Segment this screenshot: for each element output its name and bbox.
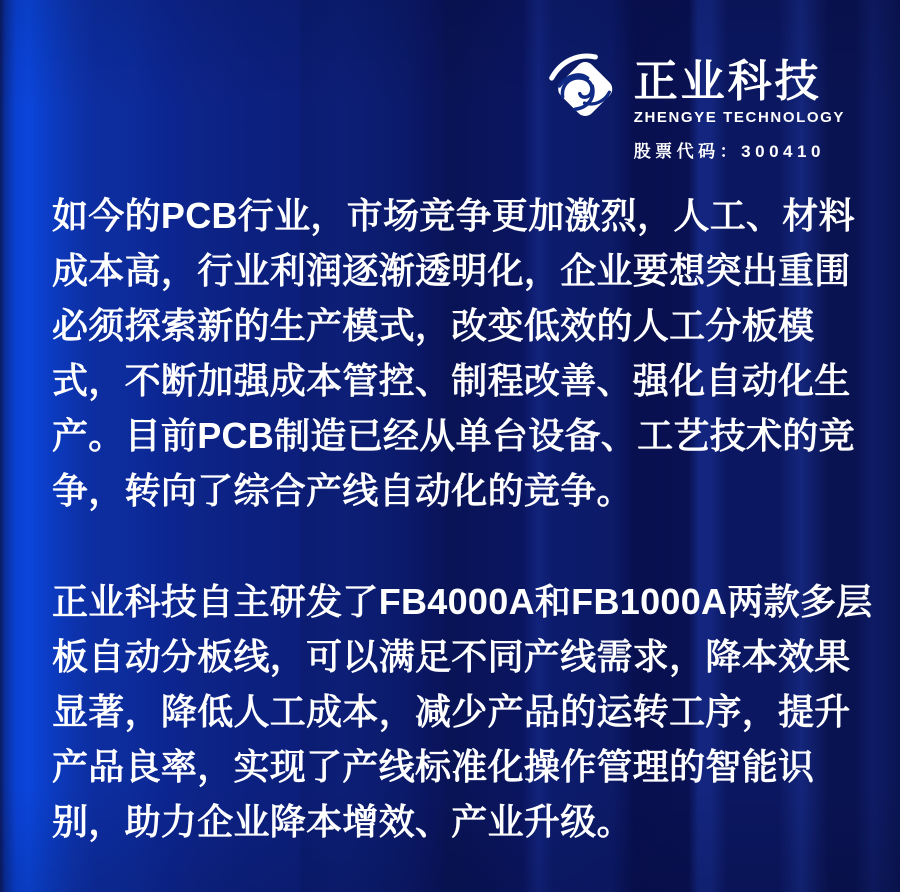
text-line: 产品良率，实现了产线标准化操作管理的智能识 xyxy=(52,746,815,787)
text-line: 式，不断加强成本管控、制程改善、强化自动化生 xyxy=(52,360,851,401)
text-line: 成本高，行业利润逐渐透明化，企业要想突出重围 xyxy=(52,250,851,291)
text-line: 产。目前PCB制造已经从单台设备、工艺技术的竞 xyxy=(52,415,855,456)
text-line: 别，助力企业降本增效、产业升级。 xyxy=(52,801,633,842)
text-line: 如今的PCB行业，市场竞争更加激烈，人工、材料 xyxy=(52,195,855,236)
text-line: 板自动分板线，可以满足不同产线需求，降本效果 xyxy=(52,636,851,677)
stock-code: 股票代码：300410 xyxy=(633,142,825,161)
diamond-swirl-logo-icon xyxy=(547,48,625,130)
logo-text-block xyxy=(634,48,845,162)
company-name: 正业科技 xyxy=(633,57,822,106)
text-line: 显著，降低人工成本，减少产品的运转工序，提升 xyxy=(52,691,851,732)
zhengye-logo xyxy=(547,48,845,162)
company-name-english: ZHENGYE TECHNOLOGY xyxy=(633,109,845,126)
paragraph-1 xyxy=(52,188,855,518)
text-line: 正业科技自主研发了FB4000A和FB1000A两款多层 xyxy=(52,581,873,622)
text-line: 必须探索新的生产模式，改变低效的人工分板模 xyxy=(52,305,815,346)
paragraph-2 xyxy=(52,574,873,849)
text-line: 争，转向了综合产线自动化的竞争。 xyxy=(52,470,633,511)
